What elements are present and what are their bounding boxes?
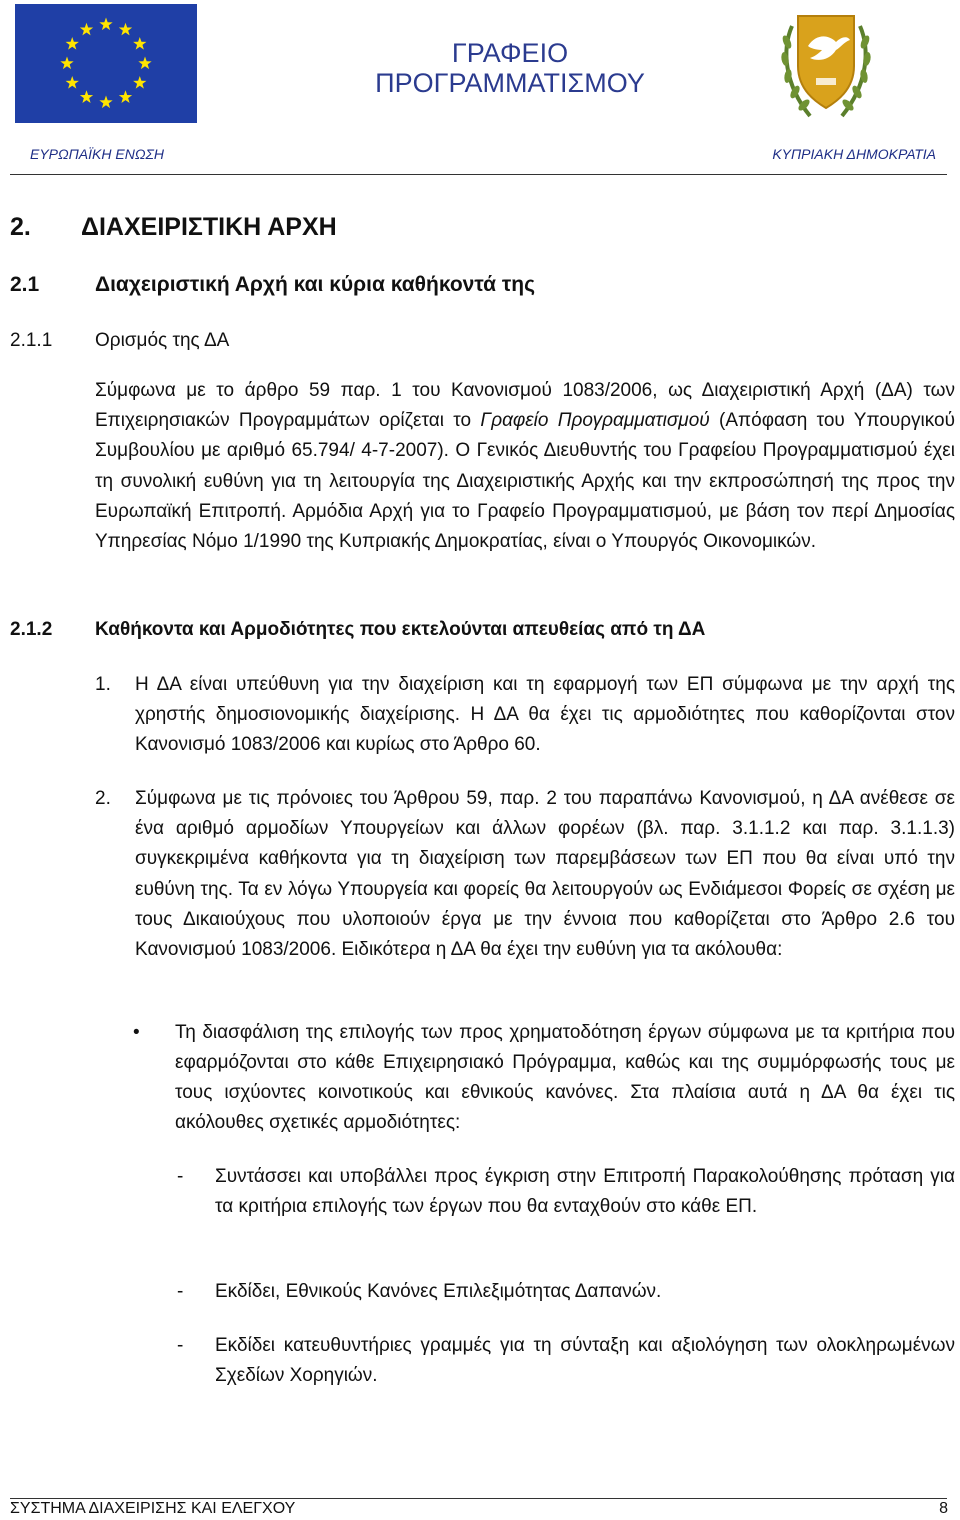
item-text-1: Η ΔΑ είναι υπεύθυνη για την διαχείριση και τη εφαρμογή των ΕΠ σύμφωνα με την αρχή της χρηστής δημοσιονομικής διαχείρισης. Η ΔΑ θα έχει τις αρμοδιότητες που καθορίζονται στον Κανονισμό 1083/2006 και κυρίως στο Άρθρο 60. — [135, 674, 955, 756]
eu-flag-icon — [15, 4, 197, 123]
section-heading — [10, 213, 337, 242]
dash-text-3: Εκδίδει κατευθυντήριες γραμμές για τη σύνταξη και αξιολόγηση των ολοκληρωμένων Σχεδίων Χορηγιών. — [215, 1335, 955, 1386]
dash-marker-2: - — [177, 1281, 184, 1302]
dash-marker-3: - — [177, 1335, 184, 1356]
item-number-2: 2. — [95, 788, 111, 809]
sub-number-2-1: 2.1 — [10, 273, 40, 296]
bullet-marker: • — [133, 1022, 140, 1043]
dash-text-2: Εκδίδει, Εθνικούς Κανόνες Επιλεξιμότητας Δαπανών. — [215, 1281, 662, 1302]
item-text-2: Σύμφωνα με τις πρόνοιες του Άρθρου 59, παρ. 2 του παραπάνω Κανονισμού, η ΔΑ ανέθεσε σε ένα αριθμό αρμοδίων Υπουργείων και άλλων φορέων (βλ. παρ. 3.1.1.2 και παρ. 3.1.1.3) συγκεκριμένα καθήκοντα για τη διαχείριση των παρεμβάσεων των ΕΠ που θα είναι υπό την ευθύνη της. Τα εν λόγω Υπουργεία και φορείς θα λειτουργούν ως Ενδιάμεσοι Φορείς σε σχέση με τους Δικαιούχους που υλοποιούν έργα με την έννοια που καθορίζεται στο Άρθρο 2.6 του Κανονισμού 1083/2006. Ειδικότερα η ΔΑ θα έχει την ευθύνη για τα ακόλουθα: — [135, 788, 955, 961]
section-title: ΔΙΑΧΕΙΡΙΣΤΙΚΗ ΑΡΧΗ — [81, 213, 337, 241]
dash-marker-1: - — [177, 1166, 184, 1187]
definition-paragraph — [95, 376, 955, 557]
page-number: 8 — [939, 1500, 948, 1517]
office-name-line2: ΠΡΟΓΡΑΜΜΑΤΙΣΜΟΥ — [375, 68, 645, 98]
item-number-1: 1. — [95, 674, 111, 695]
sub-title-2-1-1: Ορισμός της ΔΑ — [95, 330, 230, 351]
section-number: 2. — [10, 213, 31, 241]
eu-label: ΕΥΡΩΠΑΪΚΗ ΕΝΩΣΗ — [30, 146, 164, 162]
sub-title-2-1-2: Καθήκοντα και Αρμοδιότητες που εκτελούνται απευθείας από τη ΔΑ — [95, 619, 706, 640]
footer-title: ΣΥΣΤΗΜΑ ΔΙΑΧΕΙΡΙΣΗΣ ΚΑΙ ΕΛΕΓΧΟΥ — [10, 1500, 296, 1517]
office-name-line1: ΓΡΑΦΕΙΟ — [451, 38, 569, 68]
header-divider — [10, 174, 947, 175]
para-text-b: (Απόφαση του Υπουργικού Συμβουλίου με αριθμό 65.794/ 4-7-2007). Ο Γενικός Διευθυντής του Γραφείου Προγραμματισμού έχει τη συνολική ευθύνη για τη λειτουργία της Διαχειριστικής Αρχής και την εκπροσώπησή της προς την Ευρωπαϊκή Επιτροπή. Αρμόδια Αρχή για το Γραφείο Προγραμματισμού, με βάση τον περί Δημοσίας Υπηρεσίας Νόμο 1/1990 της Κυπριακής Δημοκρατίας, είναι ο Υπουργός Οικονομικών. — [95, 410, 955, 553]
dash-text-1: Συντάσσει και υποβάλλει προς έγκριση στην Επιτροπή Παρακολούθησης πρόταση για τα κριτήρια επιλογής των έργων που θα ενταχθούν στο κάθε ΕΠ. — [215, 1166, 955, 1217]
cyprus-coat-of-arms-icon — [778, 4, 874, 124]
bullet-text: Τη διασφάλιση της επιλογής των προς χρηματοδότηση έργων σύμφωνα με τα κριτήρια που εφαρμόζονται στο κάθε Επιχειρησιακό Πρόγραμμα, καθώς και της συμμόρφωσής τους με τους ισχύοντες κοινοτικούς και εθνικούς κανόνες. Στα πλαίσια αυτά η ΔΑ θα έχει τις ακόλουθες σχετικές αρμοδιότητες: — [175, 1022, 955, 1133]
sub-title-2-1: Διαχειριστική Αρχή και κύρια καθήκοντά της — [95, 273, 535, 296]
para-text-italic: Γραφείο Προγραμματισμού — [480, 410, 710, 432]
para-text-a: Σύμφωνα με το άρθρο 59 παρ. 1 του Κανονισμού 1083/2006, ως Διαχειριστική Αρχή (ΔΑ) των Επιχειρησιακών Προγραμμάτων ορίζεται το — [95, 380, 955, 432]
footer-divider — [10, 1498, 947, 1499]
sub-number-2-1-2: 2.1.2 — [10, 619, 53, 640]
sub-number-2-1-1: 2.1.1 — [10, 330, 53, 351]
republic-label: ΚΥΠΡΙΑΚΗ ΔΗΜΟΚΡΑΤΙΑ — [772, 146, 936, 162]
